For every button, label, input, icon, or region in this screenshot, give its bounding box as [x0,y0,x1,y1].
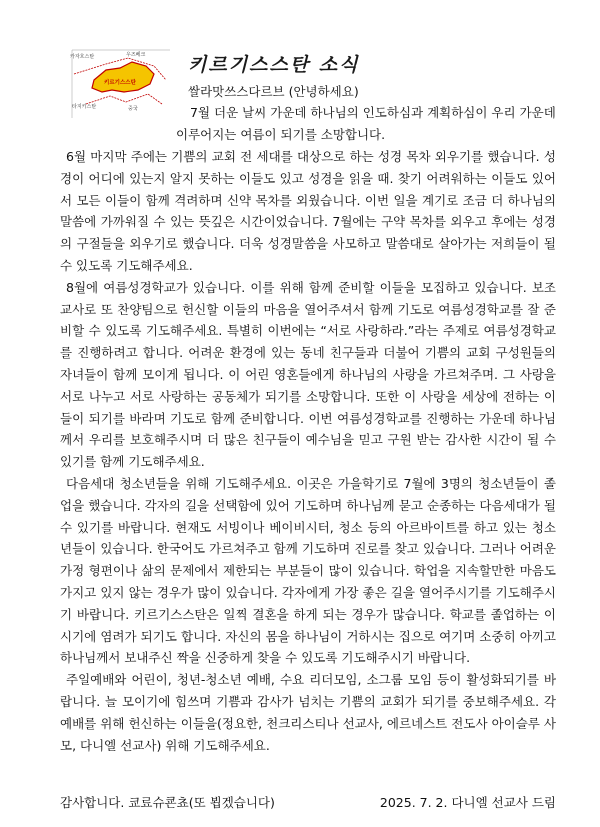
paragraph-worship-services: 주일예배와 어린이, 청년-청소년 예배, 수요 리더모임, 소그룹 모임 등이 활성화되기를 바랍니다. 늘 모이기에 힘쓰며 기쁨과 감사가 넘치는 기쁨의 교회가 되기를 중보해주세요. 각 예배를 위해 헌신하는 이들을(정요한, 천크리스티나 선교사, 에르네스트 전도사 아이슬루 사모, 다니엘 선교사) 위해 기도해주세요. [60,672,556,753]
map-label-kyrgyzstan: 키르기스스탄 [104,80,136,86]
page-title: 키르기스스탄 소식 [188,54,360,76]
intro-text: 7월 더운 날씨 가운데 하나님의 인도하심과 계획하심이 우리 가운데 이루어지는 여름이 되기를 소망합니다. [176,105,556,142]
central-asia-map-graphic [66,44,174,122]
map-label-uzbekistan: 우즈베크 [126,52,146,58]
kyrgyzstan-shape [92,62,154,92]
region-map [66,44,174,122]
signature: 2025. 7. 2. 다니엘 선교사 드림 [379,795,556,810]
intro-paragraph [176,102,556,145]
paragraph-bible-memorization: 6월 마지막 주에는 기쁨의 교회 전 세대를 대상으로 하는 성경 목차 외우기를 했습니다. 성경이 어디에 있는지 알지 못하는 이들도 있고 성경을 읽을 때. 찾기 어려워하는 이들도 있어서 모든 이들이 함께 격려하며 신약 목차를 외웠습니다. 이번 일을 계기로 조금 더 하나님의 말씀에 가까워질 수 있는 뜻깊은 시간이었습니다. 7월에는 구약 목차를 외우고 후에는 성경의 구절들을 외우기로 했습니다. 더욱 성경말씀을 사모하고 말씀대로 살아가는 저희들이 될 수 있도록 기도해주세요. [60,149,556,273]
map-label-tajikistan: 타지키스탄 [72,104,97,110]
paragraph-summer-bible-school: 8월에 여름성경학교가 있습니다. 이를 위해 함께 준비할 이들을 모집하고 있습니다. 보조교사로 또 찬양팀으로 헌신할 이들의 마음을 열어주셔서 함께 기도로 여름성경학교를 잘 준비할 수 있도록 기도해주세요. 특별히 이번에는 “서로 사랑하라.”라는 주제로 여름성경학교를 진행하려고 합니다. 어려운 환경에 있는 동네 친구들과 더불어 기쁨의 교회 구성원들의 자녀들이 함께 모이게 됩니다. 이 어린 영혼들에게 하나님의 사랑을 가르쳐주며. 그 사랑을 서로 나누고 서로 사랑하는 공동체가 되기를 소망합니다. 또한 이 사랑을 세상에 전하는 이들이 되기를 바라며 기도로 함께 준비합니다. 이번 여름성경학교를 진행하는 가운데 하나님께서 우리를 보호해주시며 더 많은 친구들이 예수님을 믿고 구원 받는 감사한 시간이 될 수 있기를 함께 기도해주세요. [60,279,556,470]
paragraph-youth-prayer: 다음세대 청소년들을 위해 기도해주세요. 이곳은 가을학기로 7월에 3명의 청소년들이 졸업을 했습니다. 각자의 길을 선택함에 있어 기도하며 하나님께 묻고 순종하는 다음세대가 될 수 있기를 바랍니다. 현재도 서빙이나 베이비시터, 청소 등의 아르바이트를 하고 있는 청소년들이 있습니다. 한국어도 가르쳐주고 함께 기도하며 진로를 찾고 있습니다. 그러나 어려운 가정 형편이나 삶의 문제에서 제한되는 부분들이 많이 있습니다. 학업을 지속할만한 마음도 가지고 있지 않는 경우가 많이 있습니다. 각자에게 가장 좋은 길을 열어주시기를 기도해주시기 바랍니다. 키르기스스탄은 일찍 결혼을 하게 되는 경우가 많습니다. 학교를 졸업하는 이 시기에 염려가 되기도 합니다. 자신의 몸을 하나님이 거하시는 집으로 여기며 소중히 아끼고 하나님께서 보내주신 짝을 신중하게 찾을 수 있도록 기도해주시기 바랍니다. [60,475,556,666]
letter-footer [60,793,556,811]
map-label-kazakhstan: 카자흐스탄 [70,54,95,60]
greeting: 쌀라맛쓰스다르브 (안녕하세요) [188,84,359,99]
closing-text: 감사합니다. 쿄료슈쿈쵸(또 뵙겠습니다) [60,795,275,810]
letter-body [60,146,556,756]
map-label-china: 중국 [128,106,138,112]
